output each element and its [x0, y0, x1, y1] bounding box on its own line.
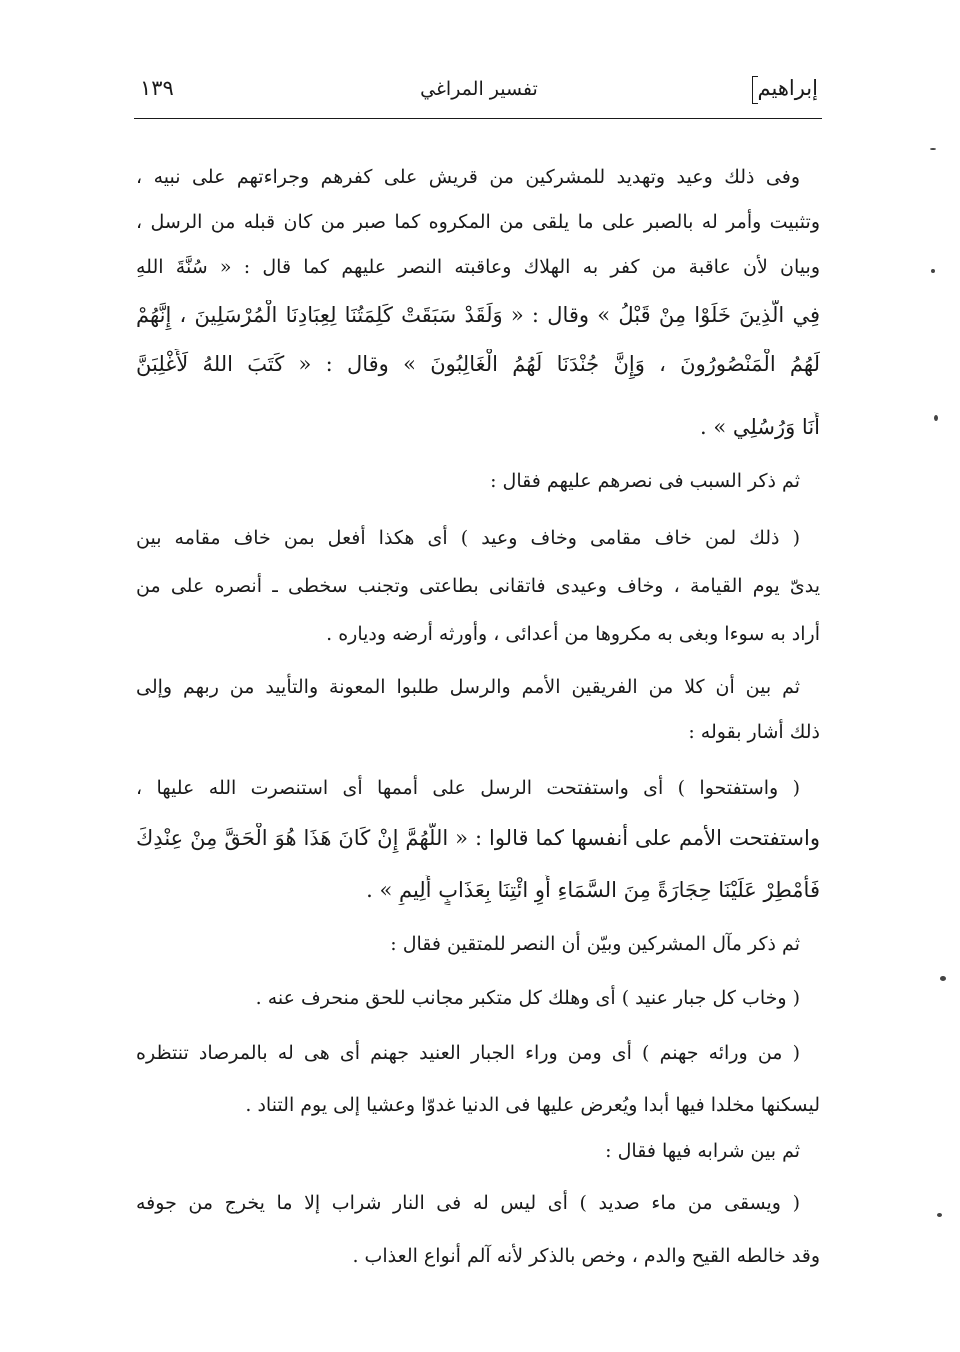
text-line: وبيان لأن عاقبة من كفر به الهلاك وعاقبته النصر عليهم كما قال : « سُنَّةَ اللهِ: [136, 256, 820, 278]
text-line: وقد خالطه القيح والدم ، وخص بالذكر لأنه آلم أنواع العذاب .: [352, 1245, 820, 1267]
text-line: ليسكنها مخلدا فيها أبدا ويُعرض عليها فى الدنيا غدوّا وعشيا إلى يوم التناد .: [245, 1094, 820, 1116]
text-line: وتثبيت وأمر له بالصبر على ما يلقى من المكروه كما صبر من كان قبله من الرسل ،: [136, 211, 820, 233]
text-line: ثم ذكر السبب فى نصرهم عليهم فقال :: [490, 470, 800, 492]
text-line: يدىّ يوم القيامة ، وخاف وعيدى فاتقانى بطاعتى وتجنب سخطى ـ أنصره على من: [136, 575, 820, 597]
scan-speck: [931, 269, 935, 273]
text-line: ( ويسقى من ماء صديد ) أى ليس له فى النار شراب إلا ما يخرج من جوفه: [136, 1192, 800, 1214]
text-line: لَهُمُ الْمَنْصُورُونَ ، وَإِنَّ جُنْدَنَا لَهُمُ الْغَالِبُونَ » وقال : « كَتَبَ اللهُ لَأَغْلِبَنَّ: [136, 352, 820, 376]
text-line: ( واستفتحوا ) أى واستفتحت الرسل على أممها أى استنصرت الله عليها ،: [136, 777, 800, 799]
text-line: واستفتحت الأمم على أنفسها كما قالوا : « اللَّهُمَّ إِنْ كَانَ هَذَا هُوَ الْحَقَّ مِنْ عِنْدِكَ: [136, 826, 820, 850]
scan-speck: [930, 148, 936, 150]
text-line: أَنَا وَرُسُلِي » .: [700, 415, 820, 439]
text-line: ذلك أشار بقوله :: [688, 721, 820, 743]
text-line: ( وخاب كل جبار عنيد ) أى وهلك كل متكبر مجانب للحق منحرف عنه .: [255, 987, 800, 1009]
text-line: ثم بين شرابه فيها فقال :: [605, 1140, 800, 1162]
scan-speck: [937, 1213, 942, 1217]
scan-speck: [940, 976, 946, 981]
text-line: ثم بين أن كلا من الفريقين الأمم والرسل طلبوا المعونة والتأييد من ربهم وإلى: [136, 676, 800, 698]
text-line: وفى ذلك وعيد وتهديد للمشركين من قريش على كفرهم وجراءتهم على نبيه ،: [136, 166, 800, 188]
surah-name: إبراهيم: [757, 76, 818, 100]
running-title: تفسير المراغي: [420, 78, 538, 100]
text-line: ( من ورائه جهنم ) أى ومن وراء الجبار العنيد جهنم أى هى له بالمرصاد تنتظره: [136, 1042, 800, 1064]
text-line: ثم ذكر مآل المشركين وبيّن أن النصر للمتقين فقال :: [390, 933, 800, 955]
text-line: أراد به سوءا وبغى به مكروها من أعدائى ، وأورثه أرضه ودياره .: [326, 623, 820, 645]
text-line: ( ذلك لمن خاف مقامى وخاف وعيد ) أى هكذا أفعل بمن خاف مقامه بين: [136, 527, 800, 549]
scan-speck: [934, 415, 938, 421]
page-number: ١٣٩: [140, 76, 174, 100]
text-line: فِي الَّذِينَ خَلَوْا مِنْ قَبْلُ » وقال : « وَلَقَدْ سَبَقَتْ كَلِمَتُنَا لِعِبَادِنَا الْمُرْسَلِينَ ، إِنَّهُمْ: [136, 303, 820, 327]
text-line: فَأَمْطِرْ عَلَيْنَا حِجَارَةً مِنَ السَّمَاءِ أَوِ ائْتِنَا بِعَذَابٍ أَلِيمٍ » .: [366, 878, 820, 902]
